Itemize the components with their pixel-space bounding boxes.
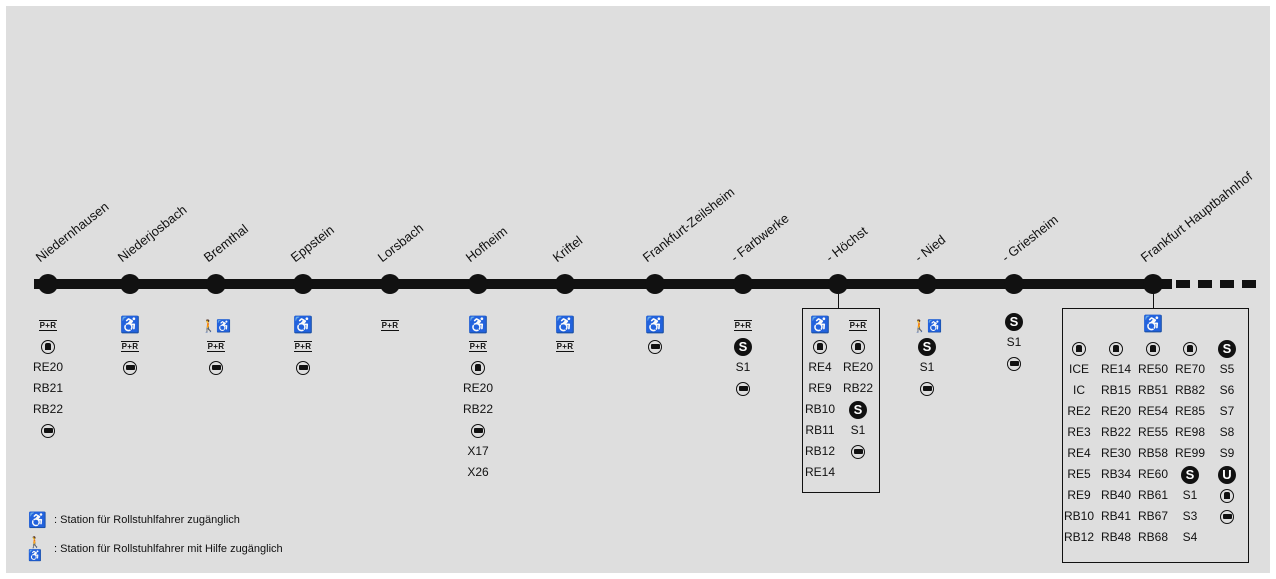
station-name: Bremthal bbox=[200, 221, 252, 265]
route-continuation-dash bbox=[1176, 280, 1190, 288]
station-name: Kriftel bbox=[549, 232, 586, 265]
line-label: RB82 bbox=[1174, 383, 1206, 397]
station-name: - Höchst bbox=[822, 223, 871, 265]
bus-line-label: X17 bbox=[467, 444, 489, 458]
services-eppstein bbox=[268, 315, 338, 378]
services-hbf-col5 bbox=[1208, 338, 1246, 527]
bus-icon bbox=[471, 424, 485, 438]
connector-tick bbox=[838, 288, 839, 308]
line-label: RE14 bbox=[804, 465, 836, 479]
line-label: RB61 bbox=[1137, 488, 1169, 502]
line-label: RB68 bbox=[1137, 530, 1169, 544]
line-label: RB10 bbox=[804, 402, 836, 416]
line-label: RE5 bbox=[1067, 467, 1091, 481]
bus-icon bbox=[1220, 510, 1234, 524]
stop-niedernhausen[interactable] bbox=[38, 274, 58, 294]
line-label: RB10 bbox=[1063, 509, 1095, 523]
stop-eppstein[interactable] bbox=[293, 274, 313, 294]
station-name: Niedernhausen bbox=[32, 198, 112, 265]
services-niederjosbach bbox=[95, 315, 165, 378]
tram-icon bbox=[1220, 489, 1234, 503]
s-line-label: S9 bbox=[1219, 446, 1235, 460]
ubahn-icon: U bbox=[1218, 466, 1236, 484]
line-label: IC bbox=[1073, 383, 1085, 397]
station-name: Niederjosbach bbox=[114, 202, 190, 265]
train-icon bbox=[851, 340, 865, 354]
line-label: RE55 bbox=[1137, 425, 1169, 439]
station-name: - Farbwerke bbox=[727, 210, 792, 265]
legend-text: : Station für Rollstuhlfahrer zugänglich bbox=[54, 514, 240, 526]
s-line-label: S1 bbox=[919, 360, 935, 374]
park-ride-icon: P+R bbox=[39, 321, 57, 330]
bus-icon bbox=[736, 382, 750, 396]
line-label: RE20 bbox=[1100, 404, 1132, 418]
legend-wheelchair bbox=[28, 511, 240, 529]
bus-icon bbox=[648, 340, 662, 354]
s-line-label: S8 bbox=[1219, 425, 1235, 439]
services-hbf-col4 bbox=[1171, 338, 1209, 548]
line-label: RE20 bbox=[462, 381, 494, 395]
line-label: RE2 bbox=[1067, 404, 1091, 418]
stop-kriftel[interactable] bbox=[555, 274, 575, 294]
line-label: RE20 bbox=[842, 360, 874, 374]
services-kriftel bbox=[530, 315, 600, 357]
line-label: RB12 bbox=[804, 444, 836, 458]
line-label: RB15 bbox=[1100, 383, 1132, 397]
station-name: Lorsbach bbox=[374, 220, 427, 265]
line-label: RB11 bbox=[805, 423, 835, 437]
sbahn-icon: S bbox=[734, 338, 752, 356]
line-label: RE85 bbox=[1174, 404, 1206, 418]
stop-niederjosbach[interactable] bbox=[120, 274, 140, 294]
services-hbf-wheelchair bbox=[1118, 314, 1188, 335]
train-icon bbox=[1109, 342, 1123, 356]
line-label: RE4 bbox=[808, 360, 832, 374]
bus-icon bbox=[920, 382, 934, 396]
wheelchair-icon: ♿ bbox=[1143, 315, 1163, 333]
station-name: - Griesheim bbox=[998, 211, 1061, 265]
sbahn-icon: S bbox=[1005, 313, 1023, 331]
s-line-label: S4 bbox=[1182, 530, 1198, 544]
line-label: RE30 bbox=[1100, 446, 1132, 460]
wheelchair-icon: ♿ bbox=[120, 316, 140, 334]
services-farbwerke bbox=[708, 315, 778, 399]
wheelchair-assist-icon: 🚶♿ bbox=[912, 318, 942, 333]
bus-icon bbox=[41, 424, 55, 438]
line-label: RB41 bbox=[1100, 509, 1132, 523]
route-continuation-dash bbox=[1220, 280, 1234, 288]
line-label: RB22 bbox=[462, 402, 494, 416]
route-continuation-dash bbox=[1242, 280, 1256, 288]
line-label: RB22 bbox=[1100, 425, 1132, 439]
wheelchair-icon: ♿ bbox=[28, 512, 47, 529]
line-label: RE14 bbox=[1100, 362, 1132, 376]
stop-farbwerke[interactable] bbox=[733, 274, 753, 294]
s-line-label: S6 bbox=[1219, 383, 1235, 397]
line-label: RE99 bbox=[1174, 446, 1206, 460]
sbahn-icon: S bbox=[1181, 466, 1199, 484]
park-ride-icon: P+R bbox=[556, 342, 574, 351]
line-label: RB22 bbox=[32, 402, 64, 416]
line-label: RB21 bbox=[32, 381, 64, 395]
stop-zeilsheim[interactable] bbox=[645, 274, 665, 294]
s-line-label: S1 bbox=[1006, 335, 1022, 349]
line-label: ICE bbox=[1068, 362, 1089, 376]
train-icon bbox=[1183, 342, 1197, 356]
services-hbf-col3 bbox=[1134, 338, 1172, 548]
line-label: RE60 bbox=[1137, 467, 1169, 481]
train-icon bbox=[471, 361, 485, 375]
line-label: RE20 bbox=[32, 360, 64, 374]
route-diagram bbox=[6, 6, 1270, 573]
sbahn-icon: S bbox=[849, 401, 867, 419]
station-name: Eppstein bbox=[287, 222, 337, 265]
services-hbf-col1 bbox=[1060, 338, 1098, 548]
line-label: RE98 bbox=[1174, 425, 1206, 439]
bus-line-label: X26 bbox=[467, 465, 489, 479]
stop-hofheim[interactable] bbox=[468, 274, 488, 294]
line-label: RE4 bbox=[1067, 446, 1091, 460]
park-ride-icon: P+R bbox=[121, 342, 139, 351]
station-name: Frankfurt-Zeilsheim bbox=[639, 184, 738, 265]
train-icon bbox=[41, 340, 55, 354]
train-icon bbox=[1146, 342, 1160, 356]
services-bremthal bbox=[181, 315, 251, 378]
train-icon bbox=[813, 340, 827, 354]
route-line bbox=[34, 279, 1172, 289]
bus-icon bbox=[296, 361, 310, 375]
legend-wheelchair-assist bbox=[28, 536, 283, 562]
wheelchair-assist-icon: 🚶♿ bbox=[201, 318, 231, 333]
s-line-label: S1 bbox=[735, 360, 751, 374]
wheelchair-icon: ♿ bbox=[810, 316, 830, 334]
legend-text: : Station für Rollstuhlfahrer mit Hilfe zugänglich bbox=[54, 543, 283, 555]
services-griesheim bbox=[979, 311, 1049, 374]
bus-icon bbox=[1007, 357, 1021, 371]
services-nied bbox=[892, 315, 962, 399]
services-hofheim bbox=[443, 315, 513, 483]
line-label: RE50 bbox=[1137, 362, 1169, 376]
bus-icon bbox=[123, 361, 137, 375]
bus-icon bbox=[209, 361, 223, 375]
stop-griesheim[interactable] bbox=[1004, 274, 1024, 294]
park-ride-icon: P+R bbox=[469, 342, 487, 351]
wheelchair-icon: ♿ bbox=[293, 316, 313, 334]
wheelchair-icon: ♿ bbox=[555, 316, 575, 334]
services-hoechst-col2 bbox=[836, 315, 880, 462]
line-label: RB48 bbox=[1100, 530, 1132, 544]
line-label: RE9 bbox=[808, 381, 832, 395]
s-line-label: S1 bbox=[1182, 488, 1198, 502]
station-name: - Nied bbox=[911, 231, 949, 265]
s-line-label: S5 bbox=[1219, 362, 1235, 376]
line-label: RE54 bbox=[1137, 404, 1169, 418]
line-label: RB40 bbox=[1100, 488, 1132, 502]
services-lorsbach bbox=[355, 315, 425, 336]
connector-tick bbox=[1153, 288, 1154, 308]
s-line-label: S1 bbox=[850, 423, 866, 437]
line-label: RB67 bbox=[1137, 509, 1169, 523]
line-label: RE70 bbox=[1174, 362, 1206, 376]
line-label: RB12 bbox=[1063, 530, 1095, 544]
services-zeilsheim bbox=[620, 315, 690, 357]
stop-lorsbach[interactable] bbox=[380, 274, 400, 294]
route-continuation-dash bbox=[1198, 280, 1212, 288]
s-line-label: S3 bbox=[1182, 509, 1198, 523]
services-niedernhausen bbox=[13, 315, 83, 441]
line-label: RB22 bbox=[842, 381, 874, 395]
park-ride-icon: P+R bbox=[734, 321, 752, 330]
line-label: RB34 bbox=[1100, 467, 1132, 481]
line-label: RB58 bbox=[1137, 446, 1169, 460]
station-name: Hofheim bbox=[462, 223, 511, 265]
stop-bremthal[interactable] bbox=[206, 274, 226, 294]
sbahn-icon: S bbox=[1218, 340, 1236, 358]
park-ride-icon: P+R bbox=[294, 342, 312, 351]
wheelchair-assist-icon: 🚶♿ bbox=[28, 537, 42, 562]
sbahn-icon: S bbox=[918, 338, 936, 356]
wheelchair-icon: ♿ bbox=[468, 316, 488, 334]
park-ride-icon: P+R bbox=[207, 342, 225, 351]
station-name: Frankfurt Hauptbahnhof bbox=[1137, 168, 1256, 265]
s-line-label: S7 bbox=[1219, 404, 1235, 418]
line-label: RB51 bbox=[1137, 383, 1169, 397]
line-label: RE3 bbox=[1067, 425, 1091, 439]
stop-nied[interactable] bbox=[917, 274, 937, 294]
line-label: RE9 bbox=[1067, 488, 1091, 502]
wheelchair-icon: ♿ bbox=[645, 316, 665, 334]
services-hbf-col2 bbox=[1097, 338, 1135, 548]
bus-icon bbox=[851, 445, 865, 459]
train-icon bbox=[1072, 342, 1086, 356]
park-ride-icon: P+R bbox=[849, 321, 867, 330]
park-ride-icon: P+R bbox=[381, 321, 399, 330]
